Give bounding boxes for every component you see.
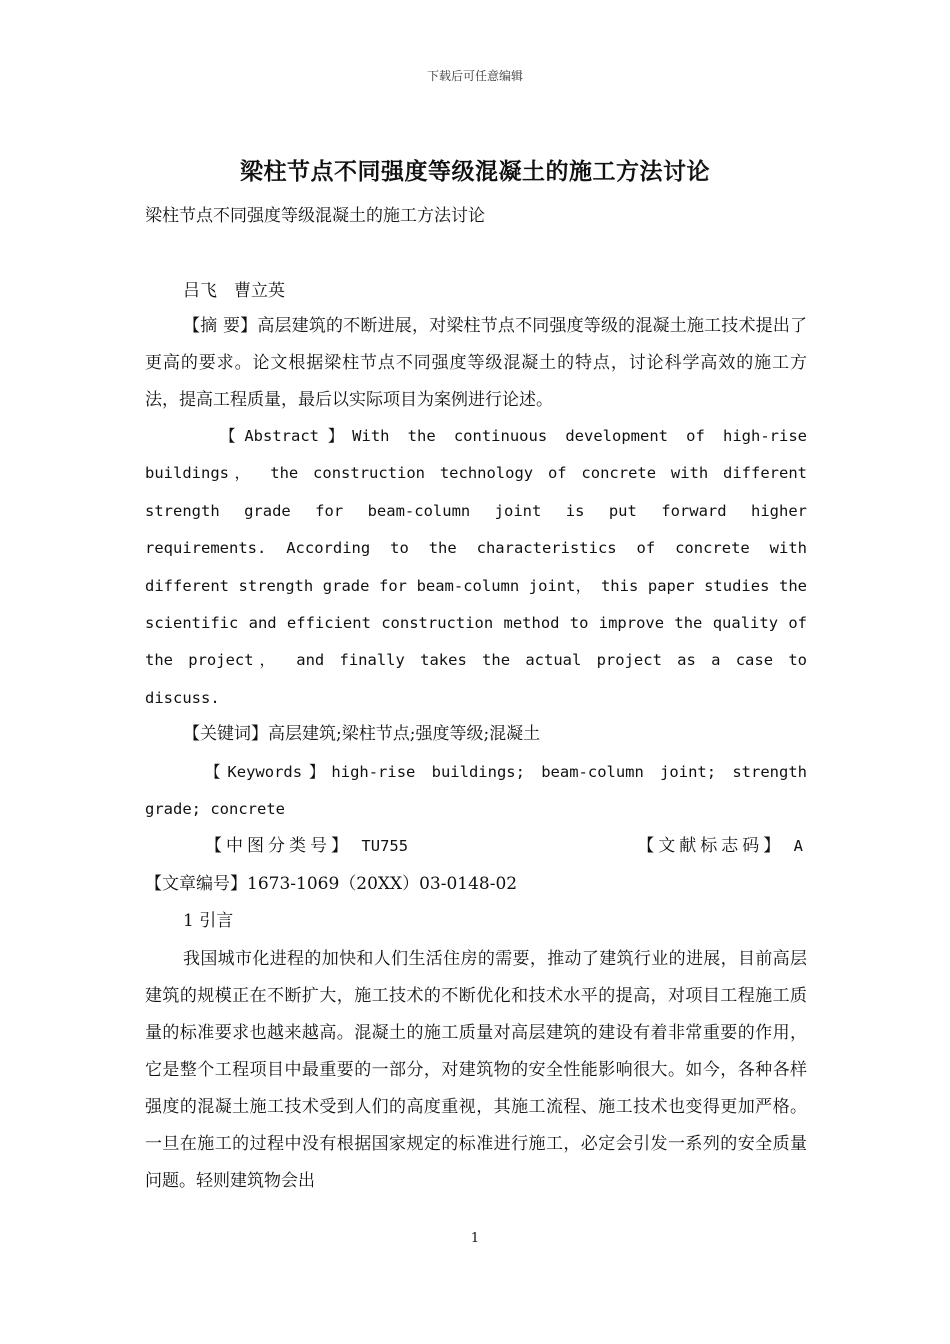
clc-code: TU755 <box>361 837 409 855</box>
page-number: 1 <box>470 1231 480 1246</box>
doc-code-value: A <box>793 837 807 855</box>
document-subtitle: 梁柱节点不同强度等级混凝土的施工方法讨论 <box>145 206 485 226</box>
document-code <box>637 828 807 865</box>
article-number: 【文章编号】1673-1069（20XX）03-0148-02 <box>145 874 518 894</box>
body-paragraph: 我国城市化进程的加快和人们生活住房的需要，推动了建筑行业的进展，目前高层建筑的规模正在不断扩大，施工技术的不断优化和技术水平的提高，对项目工程施工质量的标准要求也越来越高。混凝土的施工质量对高层建筑的建设有着非常重要的作用，它是整个工程项目中最重要的一部分，对建筑物的安全性能影响很大。如今，各种各样强度的混凝土施工技术受到人们的高度重视，其施工流程、施工技术也变得更加严格。一旦在施工的过程中没有根据国家规定的标准进行施工，必定会引发一系列的安全质量问题。轻则建筑物会出 <box>145 949 807 1191</box>
clc-number <box>205 828 408 865</box>
classification-line <box>145 828 807 865</box>
keywords-chinese: 【关键词】高层建筑;梁柱节点;强度等级;混凝土 <box>183 724 541 744</box>
clc-label: 【中图分类号】 <box>205 836 352 856</box>
doc-code-label: 【文献标志码】 <box>637 836 785 856</box>
section-heading: 1 引言 <box>183 911 234 931</box>
authors: 吕飞 曹立英 <box>183 281 285 301</box>
abstract-english: 【Abstract】With the continuous development of high-rise buildings， the construction technology of concrete with different strength grade for beam-column joint is put forward higher requirements. According to the characteristics of concrete with different strength grade for beam-column joint， this paper studies the scientific and efficient construction method to improve the quality of the project， and finally takes the actual project as a case to discuss. <box>145 427 807 707</box>
document-title: 梁柱节点不同强度等级混凝土的施工方法讨论 <box>240 158 710 185</box>
page-header-note: 下载后可任意编辑 <box>426 69 523 83</box>
abstract-chinese: 【摘 要】高层建筑的不断进展，对梁柱节点不同强度等级的混凝土施工技术提出了更高的要求。论文根据梁柱节点不同强度等级混凝土的特点，讨论科学高效的施工方法，提高工程质量，最后以实际项目为案例进行论述。 <box>145 316 807 410</box>
keywords-english: 【Keywords】high-rise buildings; beam-column joint; strength grade; concrete <box>145 763 807 819</box>
